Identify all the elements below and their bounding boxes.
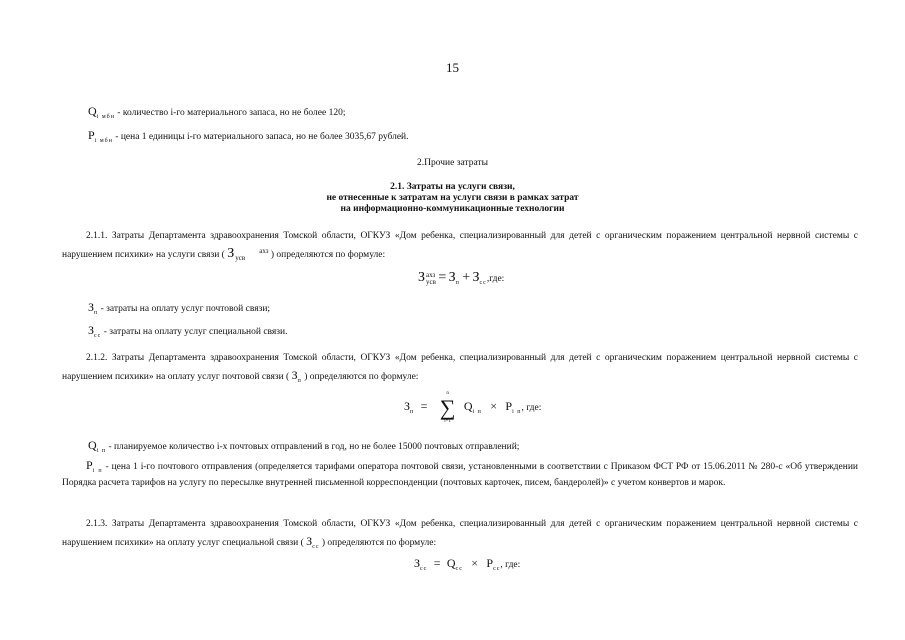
paragraph-2-1-1: 2.1.1. Затраты Департамента здравоохранения Томской области, ОГКУЗ «Дом ребенка, специализированный для детей с органическим поражением центральной нервной системы с нарушением психики» на услуги связи ( З ахз усв ) определяются по формуле: bbox=[62, 231, 858, 262]
paragraph-2-1-3: 2.1.3. Затраты Департамента здравоохранения Томской области, ОГКУЗ «Дом ребенка, специализированный для детей с органическим поражением центральной нервной системы с нарушением психики» на оплату услуг специальной связи ( $З_{сс}$ ) определяются по формуле: bbox=[62, 519, 858, 550]
section-heading-2-1 bbox=[0, 182, 905, 215]
definition-p-mbn: $P_{i мбн}$ - цена 1 единицы i-го материального запаса, но не более 3035,67 рублей. bbox=[88, 128, 409, 144]
definition-p-ip: $P_{i п}$ - цена 1 i-го почтового отправления (определяется тарифами оператора почтовой связи, установленными в соответствии с Приказом ФСТ РФ от 15.06.2011 № 280-с «Об утверждении Порядка расчета тарифов на услугу по пересылке внутренней письменной корреспонденции (почтовых карточек, писем, бандеролей)» с учетом конвертов и марок. bbox=[62, 458, 858, 488]
page-number: 15 bbox=[446, 60, 459, 75]
section-title-other-costs: 2.Прочие затраты bbox=[417, 158, 488, 168]
formula-communication-costs: Захз усв = $З_п + З_{сс},где$: bbox=[418, 270, 505, 286]
definition-z-post: $З_п$ - затраты на оплату услуг почтовой связи; bbox=[88, 300, 271, 316]
formula-special-costs: $З_{сс} = Q_{сс} \times P_{сс}$, где: bbox=[414, 556, 521, 572]
paragraph-2-1-2: 2.1.2. Затраты Департамента здравоохранения Томской области, ОГКУЗ «Дом ребенка, специализированный для детей с органическим поражением центральной нервной системы с нарушением психики» на оплату услуг почтовой связи ( $З_п$ ) определяются по формуле: bbox=[62, 353, 858, 384]
definition-q-ip: $Q_{i п}$ - планируемое количество i-х почтовых отправлений в год, но не более 15000 почтовых отправлений; bbox=[88, 438, 520, 454]
formula-postal-costs: $З_п$ = n ∑ i=1 $Q_{i п} \times P_{i п}$, где: bbox=[404, 391, 542, 424]
definition-q-mbn: $Q_{i мбн}$ - количество i-го материального запаса, но не более 120; bbox=[88, 104, 346, 120]
sum-operator: n ∑ i=1 bbox=[439, 391, 456, 424]
heading-line: 2.1. Затраты на услуги связи, bbox=[390, 182, 515, 192]
heading-line: на информационно-коммуникационные технологии bbox=[340, 204, 565, 214]
definition-z-special: $З_{сс}$ - затраты на оплату услуг специальной связи. bbox=[88, 323, 288, 339]
heading-line: не отнесенные к затратам на услуги связи в рамках затрат bbox=[326, 193, 579, 203]
